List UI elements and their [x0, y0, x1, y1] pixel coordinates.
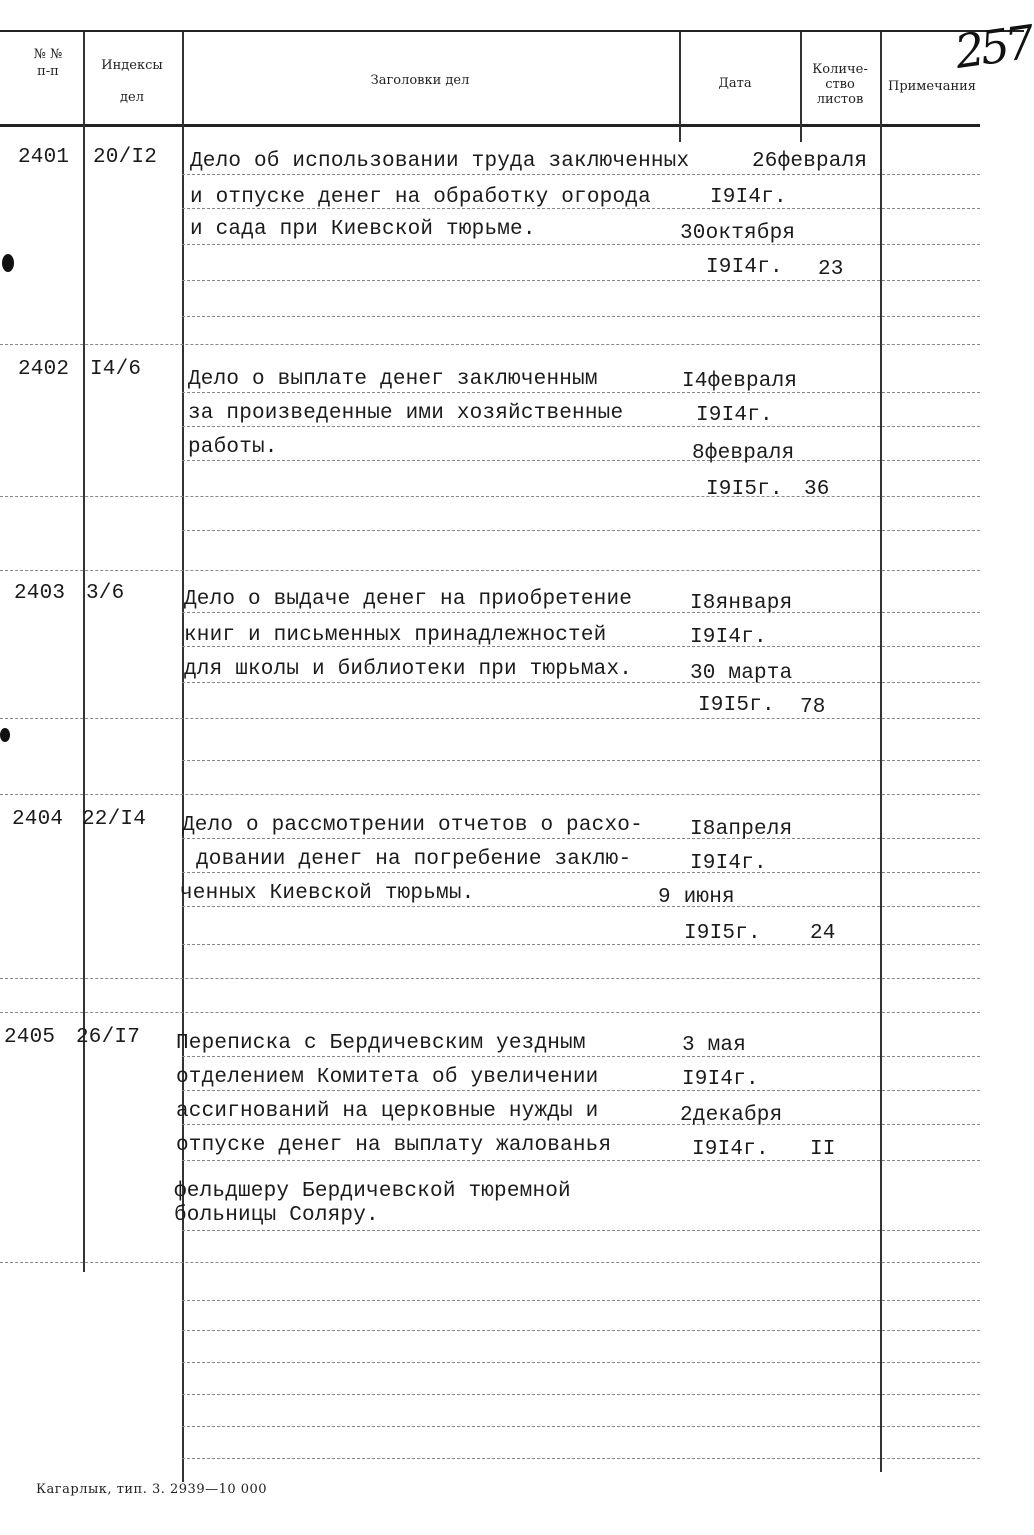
entry-title-line: Дело о выплате денег заключенным: [188, 368, 598, 391]
entry-date-line: I4февраля: [682, 370, 798, 393]
entry-date-line: I9I5г.: [706, 478, 783, 501]
ruled-line: [182, 392, 980, 393]
ruled-line: [0, 1262, 980, 1263]
ruled-line: [182, 1230, 980, 1231]
entry-title-line: довании денег на погребение заклю-: [196, 848, 632, 871]
entry-date-line: I9I5г.: [698, 694, 775, 717]
entry-date-line: I9I5г.: [684, 922, 761, 945]
ruled-line: [182, 1056, 980, 1057]
entry-title-line: Дело о рассмотрении отчетов о расхо-: [182, 814, 643, 837]
column-divider: [880, 32, 882, 1472]
ruled-line: [0, 570, 980, 571]
ruled-line: [182, 872, 980, 873]
entry-title-line: книг и письменных принадлежностей: [184, 624, 607, 647]
ruled-line: [0, 496, 980, 497]
entry-sheets: 23: [818, 258, 844, 281]
ruled-line: [0, 1012, 980, 1013]
ruled-line: [182, 838, 980, 839]
header-sheets: Количе- ство листов: [812, 62, 868, 107]
entry-date-line: 30октября: [680, 222, 796, 245]
ruled-line: [0, 978, 980, 979]
entry-date-line: I9I4г.: [692, 1138, 769, 1161]
entry-date-line: 3 мая: [682, 1034, 747, 1057]
printer-footer: Кагарлык, тип. 3. 2939—10 000: [36, 1482, 268, 1497]
entry-title-line: и отпуске денег на обработку огорода: [190, 186, 651, 209]
header-title: Заголовки дел: [370, 73, 470, 88]
column-divider: [182, 32, 184, 1482]
entry-title-line: Дело об использовании труда заключенных: [190, 150, 690, 173]
ruled-line: [182, 1394, 980, 1395]
entry-date-line: I8апреля: [690, 818, 793, 841]
entry-sheets: 36: [804, 478, 830, 501]
ruled-line: [182, 1160, 980, 1161]
ruled-line: [182, 906, 980, 907]
entry-sheets: II: [810, 1138, 836, 1161]
ruled-line: [182, 530, 980, 531]
entry-number: 2401: [18, 146, 70, 169]
entry-date-line: 8февраля: [692, 442, 795, 465]
column-divider: [83, 32, 85, 1272]
header-top-line: [0, 30, 1024, 32]
entry-title-line: больницы Соляру.: [174, 1204, 379, 1227]
ink-blot: [2, 254, 14, 272]
entry-sheets: 24: [810, 922, 836, 945]
header-date: Дата: [718, 76, 752, 91]
ruled-line: [182, 944, 980, 945]
ruled-line: [182, 1458, 980, 1459]
ruled-line: [182, 1362, 980, 1363]
entry-date-line: 26февраля: [752, 150, 868, 173]
ruled-line: [182, 1124, 980, 1125]
entry-title-line: отпуске денег на выплату жалованья: [176, 1134, 612, 1157]
header-notes: Примечания: [887, 79, 976, 94]
entry-date-line: I9I4г.: [690, 852, 767, 875]
entry-index: I4/6: [90, 358, 142, 381]
entry-date-line: 2декабря: [680, 1104, 783, 1127]
entry-title-line: Переписка с Бердичевским уездным: [176, 1032, 586, 1055]
entry-date-line: I9I4г.: [706, 256, 783, 279]
ruled-line: [182, 460, 980, 461]
ruled-line: [182, 426, 980, 427]
ruled-line: [182, 1426, 980, 1427]
entry-date-line: 9 июня: [658, 886, 735, 909]
ruled-line: [0, 718, 980, 719]
entry-title-line: работы.: [188, 436, 278, 459]
entry-title-line: ченных Киевской тюрьмы.: [180, 882, 475, 905]
ruled-line: [182, 760, 980, 761]
ruled-line: [182, 280, 980, 281]
entry-title-line: отделением Комитета об увеличении: [176, 1066, 599, 1089]
entry-number: 2405: [4, 1026, 56, 1049]
ruled-line: [182, 1300, 980, 1301]
entry-date-line: I9I4г.: [690, 626, 767, 649]
ruled-line: [0, 344, 980, 345]
entry-index: 3/6: [86, 582, 125, 605]
entry-number: 2404: [12, 808, 64, 831]
header-bottom-line: [0, 124, 980, 127]
entry-title-line: за произведенные ими хозяйственные: [188, 402, 624, 425]
entry-title-line: фельдшеру Бердичевской тюремной: [174, 1180, 571, 1203]
entry-date-line: I8января: [690, 592, 793, 615]
entry-title-line: для школы и библиотеки при тюрьмах.: [184, 658, 633, 681]
ruled-line: [182, 682, 980, 683]
ruled-line: [0, 794, 980, 795]
ruled-line: [182, 244, 980, 245]
ruled-line: [182, 612, 980, 613]
entry-date-line: I9I4г.: [696, 404, 773, 427]
entry-date-line: I9I4г.: [682, 1068, 759, 1091]
header-number: № № п-п: [33, 47, 63, 79]
header-index: Индексы дел: [101, 58, 163, 105]
entry-index: 26/I7: [76, 1026, 141, 1049]
entry-index: 22/I4: [82, 808, 147, 831]
ruled-line: [182, 1090, 980, 1091]
ruled-line: [182, 174, 980, 175]
ink-blot: [0, 728, 10, 742]
entry-index: 20/I2: [93, 146, 158, 169]
entry-sheets: 78: [800, 696, 826, 719]
ruled-line: [182, 1330, 980, 1331]
entry-date-line: I9I4г.: [710, 186, 787, 209]
ruled-line: [182, 316, 980, 317]
folio-number: 257: [951, 14, 1034, 80]
entry-number: 2403: [14, 582, 66, 605]
entry-title-line: Дело о выдаче денег на приобретение: [184, 588, 633, 611]
entry-number: 2402: [18, 358, 70, 381]
entry-date-line: 30 марта: [690, 662, 793, 685]
entry-title-line: ассигнований на церковные нужды и: [176, 1100, 599, 1123]
entry-title-line: и сада при Киевской тюрьме.: [190, 218, 536, 241]
column-divider: [679, 32, 681, 142]
